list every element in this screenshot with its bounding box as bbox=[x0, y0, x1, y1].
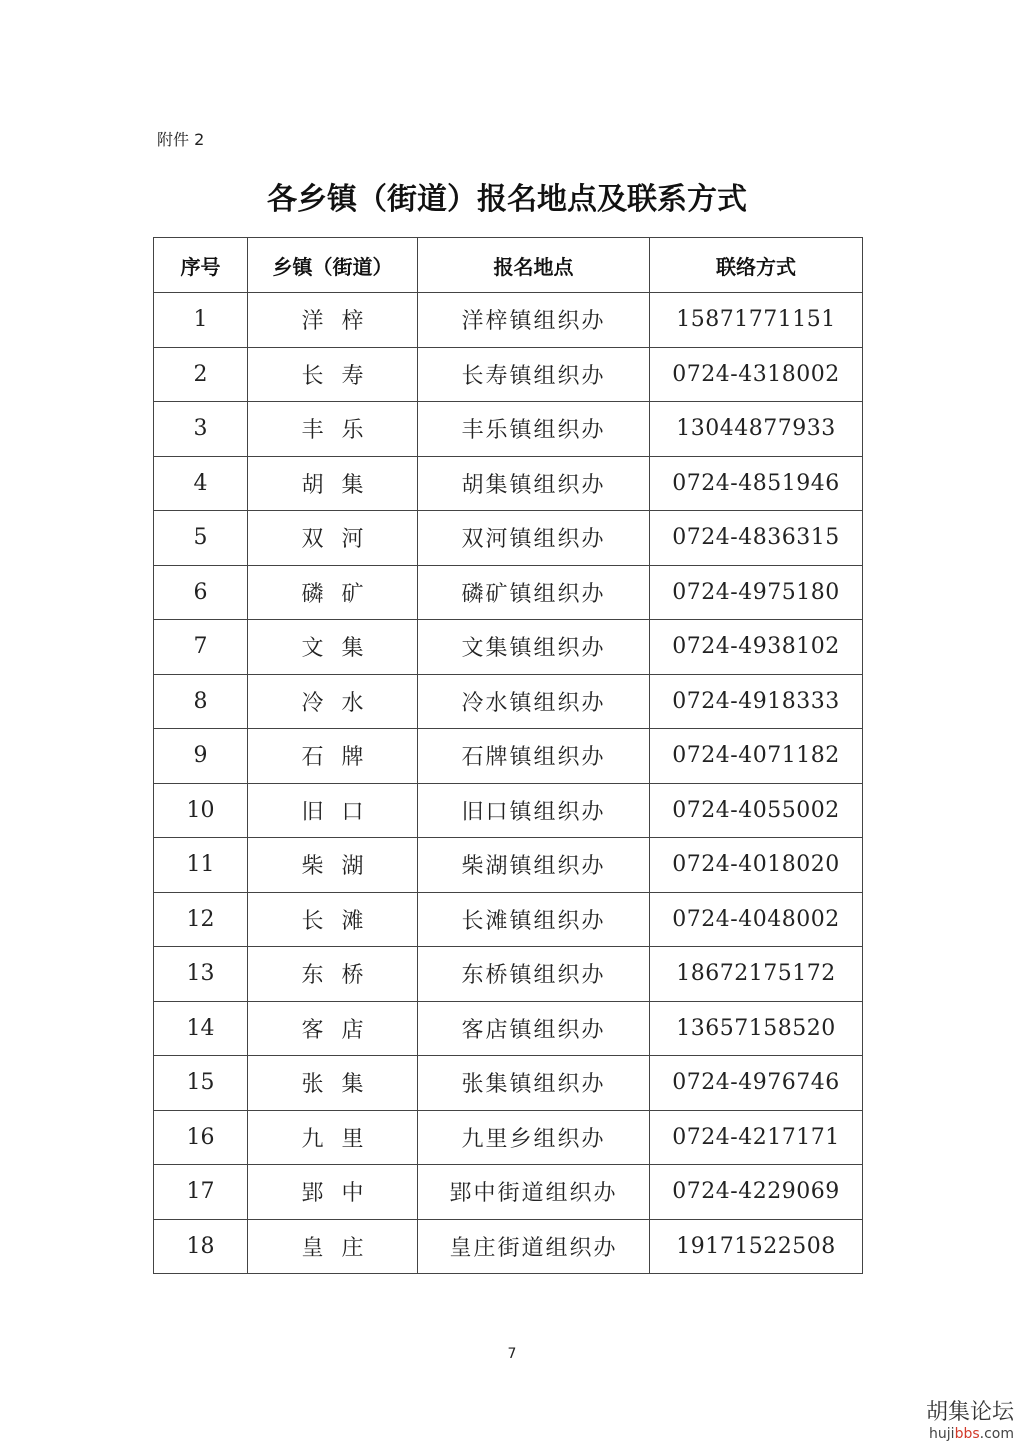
table-row bbox=[154, 620, 863, 675]
table-row bbox=[154, 347, 863, 402]
row-serial-number-text: 9 bbox=[193, 743, 208, 769]
row-registration-location bbox=[418, 729, 650, 784]
row-township-text: 旧口 bbox=[301, 799, 382, 825]
row-serial-number-text: 6 bbox=[193, 579, 208, 605]
row-contact-phone bbox=[650, 511, 863, 566]
row-contact-phone-text: 0724-4048002 bbox=[672, 906, 840, 932]
table-row bbox=[154, 402, 863, 457]
row-serial-number bbox=[154, 293, 248, 348]
row-serial-number bbox=[154, 347, 248, 402]
row-registration-location-text: 长滩镇组织办 bbox=[461, 908, 606, 934]
table-row bbox=[154, 1001, 863, 1056]
table-row bbox=[154, 456, 863, 511]
row-contact-phone bbox=[650, 783, 863, 838]
row-contact-phone bbox=[650, 1001, 863, 1056]
row-registration-location-text: 洋梓镇组织办 bbox=[461, 309, 606, 335]
row-serial-number-text: 18 bbox=[186, 1233, 215, 1259]
row-township bbox=[248, 947, 418, 1002]
row-registration-location-text: 皇庄街道组织办 bbox=[449, 1235, 618, 1261]
row-township bbox=[248, 783, 418, 838]
row-registration-location-text: 石牌镇组织办 bbox=[461, 745, 606, 771]
row-registration-location-text: 双河镇组织办 bbox=[461, 527, 606, 553]
row-serial-number-text: 16 bbox=[186, 1124, 215, 1150]
table-row bbox=[154, 947, 863, 1002]
row-serial-number bbox=[154, 674, 248, 729]
row-contact-phone bbox=[650, 1110, 863, 1165]
row-serial-number-text: 15 bbox=[186, 1070, 215, 1096]
row-contact-phone-text: 19171522508 bbox=[676, 1233, 836, 1259]
row-registration-location-text: 文集镇组织办 bbox=[461, 636, 606, 662]
registration-contacts-table bbox=[153, 237, 863, 1274]
row-contact-phone-text: 0724-4836315 bbox=[672, 525, 840, 551]
row-registration-location-text: 郢中街道组织办 bbox=[449, 1181, 618, 1207]
site-watermark bbox=[926, 1400, 1014, 1442]
row-contact-phone bbox=[650, 674, 863, 729]
row-contact-phone bbox=[650, 565, 863, 620]
row-registration-location-text: 东桥镇组织办 bbox=[461, 963, 606, 989]
row-township-text: 胡集 bbox=[301, 472, 382, 498]
row-registration-location bbox=[418, 293, 650, 348]
watermark-url-accent: bbs bbox=[954, 1426, 980, 1442]
watermark-url bbox=[926, 1426, 1014, 1442]
row-township bbox=[248, 892, 418, 947]
row-registration-location bbox=[418, 1165, 650, 1220]
row-township bbox=[248, 565, 418, 620]
row-township-text: 双河 bbox=[301, 527, 382, 553]
row-township-text: 长寿 bbox=[301, 363, 382, 389]
row-registration-location-text: 客店镇组织办 bbox=[461, 1017, 606, 1043]
row-township bbox=[248, 347, 418, 402]
row-contact-phone bbox=[650, 456, 863, 511]
row-township-text: 冷水 bbox=[301, 690, 382, 716]
row-registration-location bbox=[418, 947, 650, 1002]
row-contact-phone bbox=[650, 620, 863, 675]
row-registration-location-text: 冷水镇组织办 bbox=[461, 690, 606, 716]
row-serial-number bbox=[154, 402, 248, 457]
row-registration-location bbox=[418, 674, 650, 729]
row-serial-number bbox=[154, 511, 248, 566]
row-serial-number-text: 14 bbox=[186, 1015, 215, 1041]
row-registration-location bbox=[418, 347, 650, 402]
row-township-text: 石牌 bbox=[301, 745, 382, 771]
row-serial-number-text: 7 bbox=[193, 634, 208, 660]
row-serial-number bbox=[154, 1001, 248, 1056]
row-contact-phone-text: 0724-4851946 bbox=[672, 470, 840, 496]
table-row bbox=[154, 1110, 863, 1165]
row-serial-number bbox=[154, 1056, 248, 1111]
row-township bbox=[248, 402, 418, 457]
row-serial-number-text: 13 bbox=[186, 961, 215, 987]
row-township-text: 文集 bbox=[301, 636, 382, 662]
row-contact-phone-text: 0724-4318002 bbox=[672, 361, 840, 387]
row-registration-location-text: 柴湖镇组织办 bbox=[461, 854, 606, 880]
row-contact-phone-text: 0724-4976746 bbox=[672, 1070, 840, 1096]
row-registration-location bbox=[418, 456, 650, 511]
row-serial-number bbox=[154, 838, 248, 893]
table-row bbox=[154, 674, 863, 729]
row-serial-number bbox=[154, 456, 248, 511]
row-serial-number bbox=[154, 892, 248, 947]
row-township-text: 长滩 bbox=[301, 908, 382, 934]
table-header-row bbox=[154, 238, 863, 293]
row-contact-phone-text: 0724-4938102 bbox=[672, 634, 840, 660]
row-contact-phone-text: 0724-4229069 bbox=[672, 1179, 840, 1205]
row-contact-phone-text: 0724-4975180 bbox=[672, 579, 840, 605]
row-contact-phone-text: 0724-4018020 bbox=[672, 852, 840, 878]
row-registration-location-text: 胡集镇组织办 bbox=[461, 472, 606, 498]
table-row bbox=[154, 1219, 863, 1274]
header-township: 乡镇（街道） bbox=[248, 238, 418, 293]
row-township bbox=[248, 674, 418, 729]
row-registration-location bbox=[418, 783, 650, 838]
row-contact-phone bbox=[650, 293, 863, 348]
row-township bbox=[248, 1001, 418, 1056]
row-contact-phone-text: 0724-4217171 bbox=[672, 1124, 840, 1150]
row-serial-number bbox=[154, 1219, 248, 1274]
row-township bbox=[248, 293, 418, 348]
header-contact-method: 联络方式 bbox=[650, 238, 863, 293]
row-registration-location bbox=[418, 1001, 650, 1056]
row-contact-phone-text: 13657158520 bbox=[676, 1015, 836, 1041]
row-serial-number-text: 5 bbox=[193, 525, 208, 551]
row-contact-phone bbox=[650, 1165, 863, 1220]
table-row bbox=[154, 565, 863, 620]
row-township bbox=[248, 729, 418, 784]
row-registration-location bbox=[418, 565, 650, 620]
row-contact-phone-text: 0724-4055002 bbox=[672, 797, 840, 823]
row-serial-number-text: 3 bbox=[193, 416, 208, 442]
document-title: 各乡镇（街道）报名地点及联系方式 bbox=[267, 182, 747, 217]
row-township-text: 磷矿 bbox=[301, 581, 382, 607]
row-township bbox=[248, 1056, 418, 1111]
row-contact-phone-text: 13044877933 bbox=[676, 416, 836, 442]
row-registration-location bbox=[418, 1110, 650, 1165]
row-registration-location bbox=[418, 1219, 650, 1274]
table-row bbox=[154, 293, 863, 348]
header-serial-number: 序号 bbox=[154, 238, 248, 293]
table-row bbox=[154, 838, 863, 893]
row-contact-phone bbox=[650, 347, 863, 402]
row-township-text: 张集 bbox=[301, 1072, 382, 1098]
watermark-url-suffix: .com bbox=[979, 1426, 1014, 1442]
row-township bbox=[248, 1165, 418, 1220]
row-contact-phone bbox=[650, 947, 863, 1002]
row-township bbox=[248, 1219, 418, 1274]
row-contact-phone-text: 15871771151 bbox=[676, 307, 836, 333]
table-row bbox=[154, 1056, 863, 1111]
row-township-text: 九里 bbox=[301, 1126, 382, 1152]
row-township bbox=[248, 1110, 418, 1165]
row-township bbox=[248, 838, 418, 893]
row-registration-location bbox=[418, 838, 650, 893]
row-registration-location bbox=[418, 511, 650, 566]
row-registration-location-text: 磷矿镇组织办 bbox=[461, 581, 606, 607]
row-township-text: 客店 bbox=[301, 1017, 382, 1043]
row-contact-phone bbox=[650, 838, 863, 893]
row-township-text: 丰乐 bbox=[301, 418, 382, 444]
row-township bbox=[248, 456, 418, 511]
row-registration-location-text: 旧口镇组织办 bbox=[461, 799, 606, 825]
row-contact-phone bbox=[650, 729, 863, 784]
row-serial-number-text: 17 bbox=[186, 1179, 215, 1205]
row-serial-number bbox=[154, 1110, 248, 1165]
row-serial-number-text: 8 bbox=[193, 688, 208, 714]
row-serial-number bbox=[154, 620, 248, 675]
row-serial-number bbox=[154, 565, 248, 620]
row-contact-phone bbox=[650, 1056, 863, 1111]
row-contact-phone-text: 0724-4918333 bbox=[672, 688, 840, 714]
row-township bbox=[248, 511, 418, 566]
table-row bbox=[154, 783, 863, 838]
row-serial-number-text: 2 bbox=[193, 361, 208, 387]
row-registration-location bbox=[418, 402, 650, 457]
table-body bbox=[154, 293, 863, 1274]
row-contact-phone bbox=[650, 1219, 863, 1274]
row-serial-number-text: 10 bbox=[186, 797, 215, 823]
row-serial-number-text: 1 bbox=[193, 307, 208, 333]
watermark-url-prefix: huji bbox=[929, 1426, 955, 1442]
table-row bbox=[154, 892, 863, 947]
row-contact-phone bbox=[650, 402, 863, 457]
row-registration-location-text: 张集镇组织办 bbox=[461, 1072, 606, 1098]
attachment-label: 附件 2 bbox=[157, 130, 205, 149]
row-contact-phone bbox=[650, 892, 863, 947]
row-township-text: 郢中 bbox=[301, 1181, 382, 1207]
row-serial-number bbox=[154, 729, 248, 784]
row-serial-number-text: 12 bbox=[186, 906, 215, 932]
row-contact-phone-text: 18672175172 bbox=[676, 961, 836, 987]
row-serial-number bbox=[154, 783, 248, 838]
row-serial-number-text: 4 bbox=[193, 470, 208, 496]
row-registration-location-text: 九里乡组织办 bbox=[461, 1126, 606, 1152]
row-township-text: 洋梓 bbox=[301, 309, 382, 335]
row-township bbox=[248, 620, 418, 675]
row-registration-location-text: 丰乐镇组织办 bbox=[461, 418, 606, 444]
row-registration-location bbox=[418, 1056, 650, 1111]
row-township-text: 东桥 bbox=[301, 963, 382, 989]
header-registration-location: 报名地点 bbox=[418, 238, 650, 293]
row-township-text: 皇庄 bbox=[301, 1235, 382, 1261]
row-contact-phone-text: 0724-4071182 bbox=[672, 743, 840, 769]
table-row bbox=[154, 511, 863, 566]
row-registration-location bbox=[418, 892, 650, 947]
row-serial-number bbox=[154, 1165, 248, 1220]
row-serial-number-text: 11 bbox=[186, 852, 215, 878]
row-registration-location bbox=[418, 620, 650, 675]
row-registration-location-text: 长寿镇组织办 bbox=[461, 363, 606, 389]
row-serial-number bbox=[154, 947, 248, 1002]
page-number: 7 bbox=[507, 1346, 517, 1362]
table-row bbox=[154, 1165, 863, 1220]
row-township-text: 柴湖 bbox=[301, 854, 382, 880]
watermark-name: 胡集论坛 bbox=[925, 1400, 1014, 1425]
table-row bbox=[154, 729, 863, 784]
